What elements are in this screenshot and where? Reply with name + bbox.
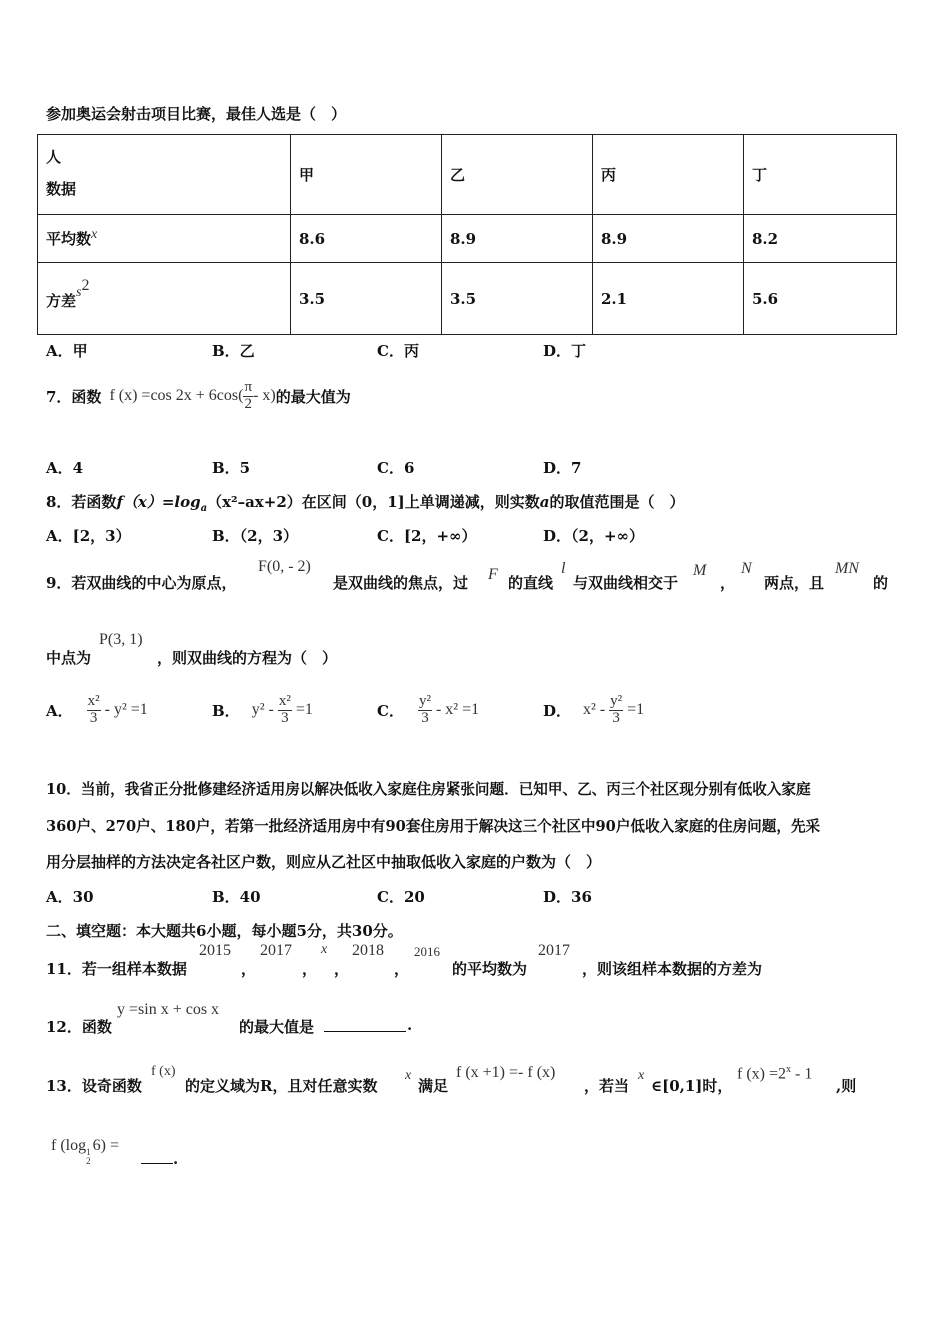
- option-head: x² -: [583, 701, 606, 719]
- table-cell: 2.1: [593, 263, 744, 335]
- q9-f: F: [488, 566, 498, 583]
- q13-log-post: 6) =: [92, 1137, 119, 1154]
- q7-frac-num: π: [244, 379, 253, 395]
- frac-den: 3: [281, 709, 289, 726]
- q13-eq2: [737, 1064, 812, 1083]
- fraction: [87, 694, 101, 727]
- question-7: [46, 380, 351, 413]
- q9-text-1: 是双曲线的焦点，过: [333, 574, 469, 592]
- q13-prefix: 13．设奇函数: [46, 1077, 142, 1095]
- table-cell: 5.6: [744, 263, 897, 335]
- table-header-row: [38, 135, 897, 215]
- table-corner-cell: [38, 135, 291, 215]
- q8-option-b: B．（2，3）: [212, 527, 299, 545]
- option-label: A．: [46, 701, 73, 720]
- frac-num: x²: [278, 693, 291, 709]
- q11-value: 2017: [260, 942, 292, 959]
- q10-option-b: B．40: [212, 888, 261, 906]
- q11-suffix: ，则该组样本数据的方差为: [582, 960, 763, 978]
- q9-m: M: [693, 562, 707, 579]
- q13-eq2-main: f (x) =2: [737, 1065, 787, 1083]
- q13-log-expression: [51, 1137, 119, 1166]
- q9-comma: ，: [720, 574, 736, 592]
- q10-option-c: C．20: [377, 888, 425, 906]
- q9-text-4: 两点，且: [764, 574, 825, 592]
- q7-suffix: 的最大值为: [275, 387, 351, 406]
- q13-text-4: ∈[0,1]时，: [651, 1077, 733, 1095]
- q13-eq2-sup: x: [786, 1064, 792, 1075]
- q13-text-3: ，若当: [584, 1077, 630, 1095]
- q7-fraction: [243, 380, 253, 413]
- q10-option-d: D．36: [543, 888, 592, 906]
- q8-number: 8．若函数: [46, 493, 117, 511]
- q7-frac-den: 2: [244, 395, 252, 412]
- q13-log-base: [86, 1148, 91, 1166]
- q9-line2-suffix: ，则双曲线的方程为（ ）: [157, 649, 338, 667]
- fraction: [609, 694, 623, 727]
- q8-option-c: C．[2，+∞）: [377, 527, 477, 545]
- table-header-cell: 乙: [442, 135, 593, 215]
- table-row-mean: [38, 215, 897, 263]
- q11-sep: ，: [241, 960, 257, 978]
- mean-symbol: x: [91, 227, 98, 242]
- frac-den: 3: [421, 709, 429, 726]
- question-8: [46, 491, 685, 514]
- table-cell: 8.9: [442, 215, 593, 263]
- q9-option-c: [377, 694, 479, 727]
- variance-symbol: s: [76, 284, 82, 300]
- table-header-cell: 甲: [291, 135, 442, 215]
- q9-focus: F(0, - 2): [258, 558, 311, 575]
- log-base-den: 2: [86, 1156, 91, 1166]
- q13-x2: x: [638, 1068, 645, 1083]
- q9-option-d: [543, 694, 644, 727]
- q13-end: .: [173, 1150, 179, 1168]
- q9-prefix: 9．若双曲线的中心为原点，: [46, 574, 237, 592]
- q13-text-5: ,则: [836, 1077, 857, 1095]
- option-tail: - x² =1: [435, 701, 480, 719]
- table-row-variance: [38, 263, 897, 335]
- q7-option-b: B．5: [212, 459, 251, 477]
- table-cell: 3.5: [291, 263, 442, 335]
- table-cell: 8.2: [744, 215, 897, 263]
- q7-option-a: A．4: [46, 459, 84, 477]
- q8-var: a: [539, 493, 550, 511]
- q13-text-1: 的定义域为R，且对任意实数: [185, 1077, 378, 1095]
- q9-l: l: [561, 560, 566, 577]
- q11-mean: 2017: [538, 942, 570, 959]
- frac-num: y²: [418, 693, 431, 709]
- q9-mn: MN: [835, 560, 859, 577]
- q7-number: 7．函数: [46, 387, 102, 406]
- corner-label-person: 人: [46, 147, 62, 166]
- corner-label-data: 数据: [46, 179, 77, 198]
- q8-option-d: D．（2，+∞）: [543, 527, 645, 545]
- frac-num: y²: [610, 693, 623, 709]
- q12-prefix: 12．函数: [46, 1018, 112, 1036]
- table-header-cell: 丁: [744, 135, 897, 215]
- q11-sep: ，: [302, 960, 318, 978]
- q7-option-d: D．7: [543, 459, 582, 477]
- q10-line-2: 360户、270户、180户，若第一批经济适用房中有90套住房用于解决这三个社区中90户低收入家庭的住房问题，先采: [46, 818, 821, 835]
- q7-formula-right: - x): [253, 387, 276, 405]
- row-label-text: 平均数: [46, 230, 92, 248]
- option-label: D．: [543, 701, 572, 720]
- variance-symbol-sup: 2: [81, 276, 90, 294]
- log-base-num: 1: [86, 1147, 91, 1157]
- q6-option-c: C．丙: [377, 342, 419, 360]
- q7-formula-left: f (x) =cos 2x + 6cos(: [109, 387, 244, 405]
- q9-text-5: 的: [873, 574, 889, 592]
- q11-prefix: 11．若一组样本数据: [46, 960, 187, 978]
- table-cell: 3.5: [442, 263, 593, 335]
- q13-answer-blank[interactable]: [141, 1163, 173, 1164]
- row-label-variance: [38, 263, 291, 335]
- q10-option-a: A．30: [46, 888, 94, 906]
- q13-x: x: [405, 1068, 412, 1083]
- q12-suffix: 的最大值是: [239, 1018, 315, 1036]
- q11-value-x: x: [321, 942, 328, 957]
- q9-text-2: 的直线: [508, 574, 554, 592]
- q10-line-1: 10．当前，我省正分批修建经济适用房以解决低收入家庭住房紧张问题．已知甲、乙、丙三个社区现分别有低收入家庭: [46, 781, 811, 798]
- q11-value: 2015: [199, 942, 231, 959]
- q11-sep: ，: [394, 960, 410, 978]
- q9-option-b: [212, 694, 313, 727]
- q9-option-a: [46, 694, 148, 727]
- option-tail: - y² =1: [104, 701, 148, 719]
- q13-eq2-tail: - 1: [795, 1065, 813, 1083]
- q11-value: 2018: [352, 942, 384, 959]
- q8-log-base: a: [200, 503, 208, 514]
- q9-text-3: 与双曲线相交于: [573, 574, 679, 592]
- q6-option-a: A．甲: [46, 342, 88, 360]
- section-heading: 二、填空题：本大题共6小题，每小题5分，共30分。: [46, 922, 403, 940]
- q11-value: 2016: [414, 944, 440, 959]
- q8-func: f（x）=log: [116, 493, 201, 511]
- q13-eq1: f (x +1) =- f (x): [456, 1064, 556, 1081]
- frac-den: 3: [612, 709, 620, 726]
- row-label-text: 方差: [46, 291, 77, 310]
- option-label: C．: [377, 701, 404, 720]
- table-header-cell: 丙: [593, 135, 744, 215]
- option-head: y² -: [251, 701, 274, 719]
- table-cell: 8.9: [593, 215, 744, 263]
- q7-option-c: C．6: [377, 459, 415, 477]
- q8-tail: 的取值范围是（ ）: [549, 493, 685, 511]
- q9-n: N: [741, 560, 752, 577]
- option-label: B．: [212, 701, 240, 720]
- q8-text: 在区间（0，1]上单调递减，则实数: [301, 493, 540, 511]
- q9-line2-prefix: 中点为: [46, 649, 92, 667]
- row-label-mean: [38, 215, 291, 263]
- q12-answer-blank[interactable]: [324, 1031, 406, 1032]
- q6-option-b: B．乙: [212, 342, 255, 360]
- q13-fx: f (x): [151, 1064, 176, 1079]
- q12-formula: y =sin x + cos x: [117, 1001, 220, 1018]
- q9-midpoint: P(3, 1): [99, 631, 143, 648]
- table-cell: 8.6: [291, 215, 442, 263]
- q13-text-2: 满足: [418, 1077, 449, 1095]
- q8-args: （x²–ax+2）: [207, 493, 302, 511]
- q13-log-pre: f (log: [51, 1137, 87, 1154]
- q11-sep: ，: [334, 960, 350, 978]
- fraction: [278, 694, 292, 727]
- frac-den: 3: [89, 709, 98, 726]
- q12-end: .: [407, 1016, 413, 1034]
- q11-mid: 的平均数为: [452, 960, 528, 978]
- frac-num: x²: [87, 693, 100, 709]
- option-tail: =1: [627, 701, 645, 719]
- fraction: [418, 694, 432, 727]
- shooting-data-table: [37, 134, 897, 335]
- option-tail: =1: [295, 701, 313, 719]
- question-6-stem: 参加奥运会射击项目比赛，最佳人选是（ ）: [46, 105, 347, 123]
- q6-option-d: D．丁: [543, 342, 587, 360]
- q10-line-3: 用分层抽样的方法决定各社区户数，则应从乙社区中抽取低收入家庭的户数为（ ）: [46, 853, 602, 871]
- q8-option-a: A．[2，3）: [46, 527, 131, 545]
